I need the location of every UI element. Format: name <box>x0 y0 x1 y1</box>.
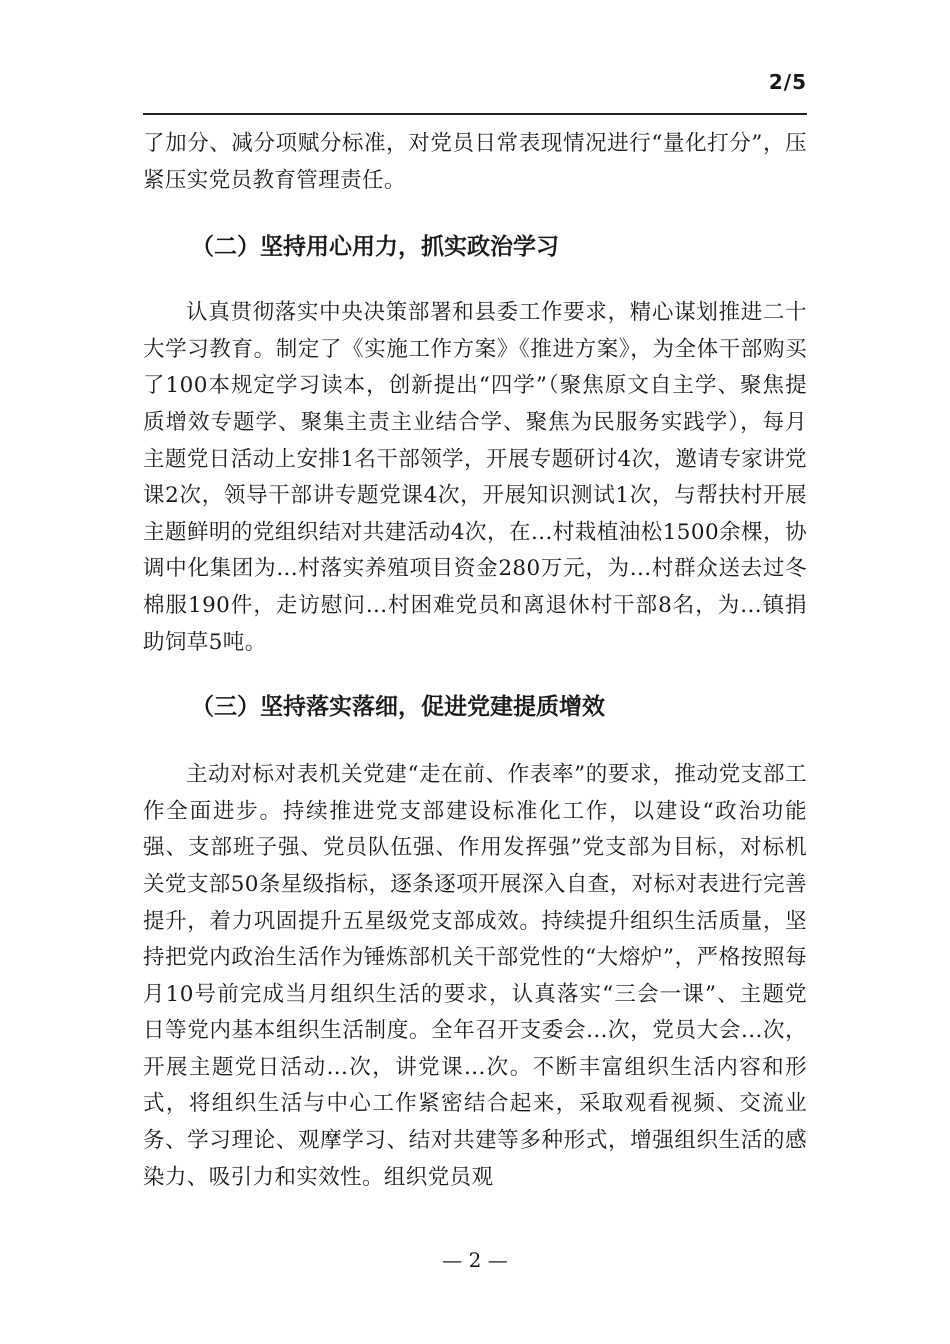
section-heading-3: （三）坚持落实落细，促进党建提质增效 <box>191 694 605 721</box>
page-counter: 2/5 <box>768 70 807 94</box>
paragraph-3: 主动对标对表机关党建“走在前、作表率”的要求，推动党支部工作全面进步。持续推进党支部建设标准化工作，以建设“政治功能强、支部班子强、党员队伍强、作用发挥强”党支部为目标，对标机关党支部50条星级指标，逐条逐项开展深入自查，对标对表进行完善提升，着力巩固提升五星级党支部成效。持续提升组织生活质量，坚持把党内政治生活作为锤炼部机关干部党性的“大熔炉”，严格按照每月10号前完成当月组织生活的要求，认真落实“三会一课”、主题党日等党内基本组织生活制度。全年召开支委会...次，党员大会...次，开展主题党日活动...次，讲党课...次。不断丰富组织生活内容和形式，将组织生活与中心工作紧密结合起来，采取观看视频、交流业务、学习理论、观摩学习、结对共建等多种形式，增强组织生活的感染力、吸引力和实效性。组织党员观 <box>143 762 807 1190</box>
paragraph-1: 了加分、减分项赋分标准，对党员日常表现情况进行“量化打分”，压紧压实党员教育管理责任。 <box>143 131 807 193</box>
document-body <box>143 126 807 1196</box>
paragraph-2: 认真贯彻落实中央决策部署和县委工作要求，精心谋划推进二十大学习教育。制定了《实施工作方案》《推进方案》，为全体干部购买了100本规定学习读本，创新提出“四学”（聚焦原文自主学、聚焦提质增效专题学、聚集主责主业结合学、聚焦为民服务实践学），每月主题党日活动上安排1名干部领学，开展专题研讨4次，邀请专家讲党课2次，领导干部讲专题党课4次，开展知识测试1次，与帮扶村开展主题鲜明的党组织结对共建活动4次，在...村栽植油松1500余棵，协调中化集团为...村落实养殖项目资金280万元，为...村群众送去过冬棉服190件，走访慰问...村困难党员和离退休村干部8名，为...镇捐助饲草5吨。 <box>143 300 807 655</box>
page-footer-number: — 2 — <box>442 1248 508 1272</box>
section-heading-2: （二）坚持用心用力，抓实政治学习 <box>191 234 559 261</box>
header-rule <box>143 113 807 115</box>
